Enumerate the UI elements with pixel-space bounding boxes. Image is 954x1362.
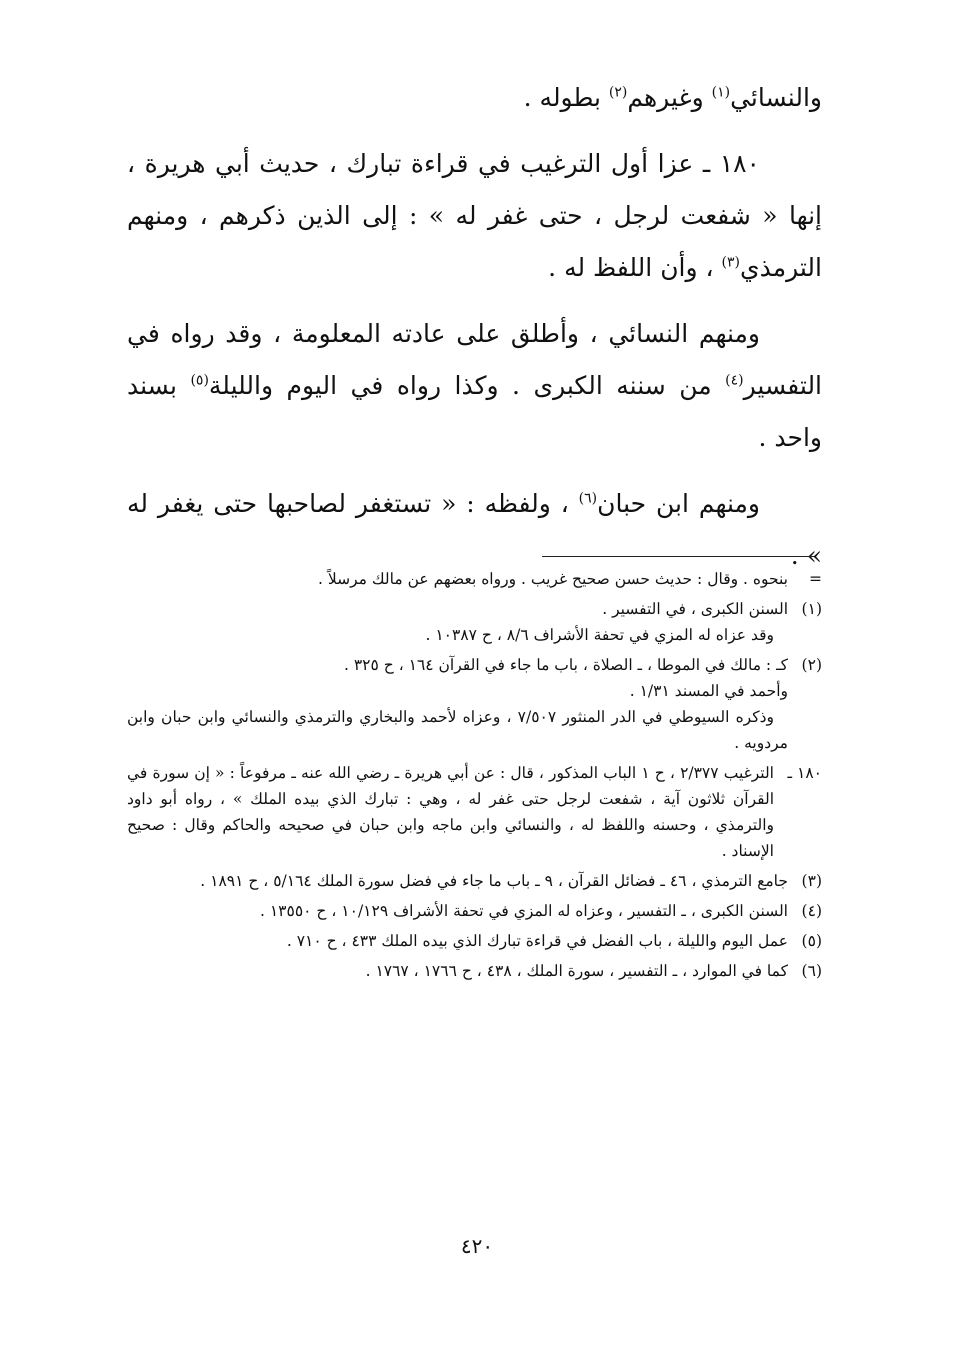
footnote-ref: (٦) [578, 490, 598, 507]
footnote-mark: (٦) [801, 962, 822, 980]
footnote-180 [127, 760, 822, 864]
footnote-mark: (٤) [801, 902, 822, 920]
footnote-text: وذكره السيوطي في الدر المنثور ٧/٥٠٧ ، وعزاه لأحمد والبخاري والترمذي والنسائي وابن حبان وابن مردويه . [127, 708, 788, 752]
paragraph-3: ومنهم النسائي ، وأطلق على عادته المعلومة ، وقد رواه في التفسير$^{(٤)}$ من سننه الكبرى . وكذا رواه في اليوم والليلة$^{(٥)}$ بسند واحد . [127, 319, 823, 452]
footnote-3 [127, 868, 822, 894]
footnote-ref: (٣) [721, 254, 741, 271]
footnote-4 [127, 898, 822, 924]
footnote-mark: (١) [801, 600, 822, 618]
paragraph-2: ١٨٠ ـ عزا أول الترغيب في قراءة تبارك ، حديث أبي هريرة ، إنها « شفعت لرجل ، حتى غفر له » : إلى الذين ذكرهم ، ومنهم الترمذي$^{(٣)}$ ، وأن اللفظ له . [127, 149, 822, 282]
page-number: ٤٢٠ [460, 1234, 494, 1258]
footnote-6 [127, 958, 822, 984]
footnote-text: كما في الموارد ، ـ التفسير ، سورة الملك ، ٤٣٨ ، ح ١٧٦٦ ، ١٧٦٧ . [365, 962, 788, 980]
footnote-ref: (٢) [608, 84, 628, 101]
footnote-text: كـ : مالك في الموطا ، ـ الصلاة ، باب ما جاء في القرآن ١٦٤ ، ح ٣٢٥ . [343, 656, 788, 674]
footnote-mark: (٣) [801, 872, 822, 890]
footnote-text: وقد عزاه له المزي في تحفة الأشراف ٨/٦ ، ح ١٠٣٨٧ . [425, 626, 774, 644]
footnote-ref: (٥) [190, 372, 209, 389]
footnote-text: عمل اليوم والليلة ، باب الفضل في قراءة تبارك الذي بيده الملك ٤٣٣ ، ح ٧١٠ . [286, 932, 788, 950]
footnote-mark: (٢) [801, 656, 822, 674]
footnote-text: الترغيب ٢/٣٧٧ ، ح ١ الباب المذكور ، قال : عن أبي هريرة ـ رضي الله عنه ـ مرفوعاً : « إن سورة في القرآن ثلاثون آية ، شفعت لرجل حتى غفر له ، وهي : تبارك الذي بيده الملك » ، رواه أبو داود والترمذي ، وحسنه واللفظ له ، والنسائي وابن ماجه وابن حبان في صحيحه والحاكم وقال : صحيح الإسناد . [127, 764, 774, 860]
main-text [127, 72, 822, 582]
footnote-continuation [127, 566, 822, 592]
footnote-mark: (٥) [801, 932, 822, 950]
footnote-text: بنحوه . وقال : حديث حسن صحيح غريب . ورواه بعضهم عن مالك مرسلاً . [317, 570, 788, 588]
paragraph-4: ومنهم ابن حبان$^{(٦)}$ ، ولفظه : « تستغفر لصاحبها حتى يغفر له » . [127, 489, 822, 570]
footnote-text: السنن الكبرى ، في التفسير . [602, 600, 788, 618]
footnote-5 [127, 928, 822, 954]
footnote-2 [127, 652, 822, 756]
footnote-text: السنن الكبرى ، ـ التفسير ، وعزاه له المزي في تحفة الأشراف ١٠/١٢٩ ، ح ١٣٥٥٠ . [260, 902, 788, 920]
footnote-separator [542, 556, 814, 557]
footnote-mark: ١٨٠ ـ [787, 764, 822, 782]
footnote-text: وأحمد في المسند ١/٣١ . [629, 682, 788, 700]
footnote-ref: (٤) [725, 372, 744, 389]
footnote-text: جامع الترمذي ، ٤٦ ـ فضائل القرآن ، ٩ ـ باب ما جاء في فضل سورة الملك ٥/١٦٤ ، ح ١٨٩١ . [200, 872, 788, 890]
paragraph-1: والنسائي$^{(١)}$ وغيرهم$^{(٢)}$ بطوله . [523, 83, 822, 112]
footnote-mark: = [809, 570, 822, 588]
footnotes [127, 566, 822, 984]
footnote-1 [127, 596, 822, 648]
footnote-ref: (١) [711, 84, 731, 101]
